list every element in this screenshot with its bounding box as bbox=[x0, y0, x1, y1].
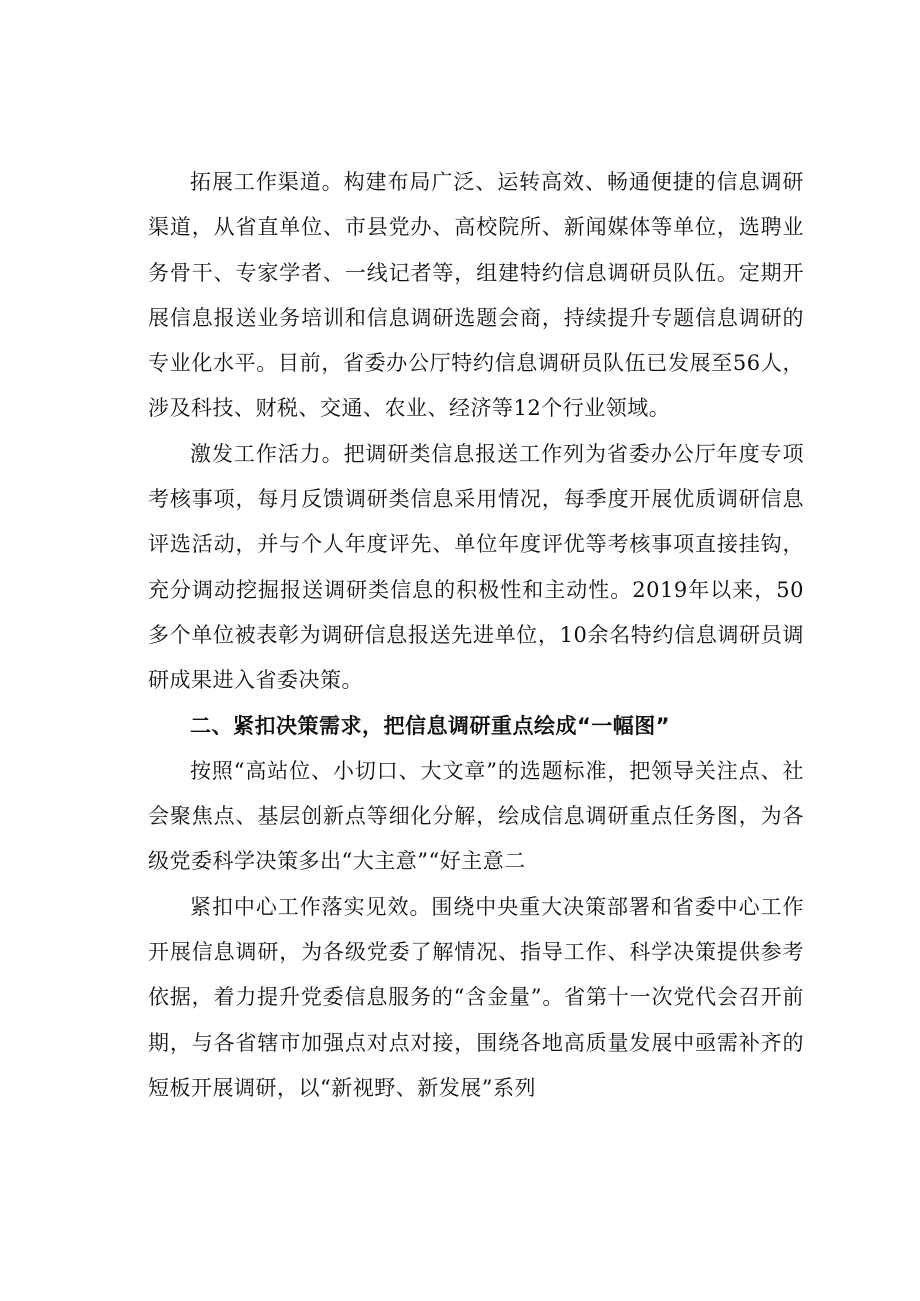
paragraph-expand-channels: 拓展工作渠道。构建布局广泛、运转高效、畅通便捷的信息调研渠道，从省直单位、市县党办、高校院所、新闻媒体等单位，选聘业务骨干、专家学者、一线记者等，组建特约信息调研员队伍。定期开展信息报送业务培训和信息调研选题会商，持续提升专题信息调研的专业化水平。目前，省委办公厅特约信息调研员队伍已发展至56人，涉及科技、财税、交通、农业、经济等12个行业领域。 bbox=[148, 170, 804, 421]
paragraph-stimulate-vitality: 激发工作活力。把调研类信息报送工作列为省委办公厅年度专项考核事项，每月反馈调研类信息采用情况，每季度开展优质调研信息评选活动，并与个人年度评先、单位年度评优等考核事项直接挂钩，充分调动挖掘报送调研类信息的积极性和主动性。2019年以来，50多个单位被表彰为调研信息报送先进单位，10余名特约信息调研员调研成果进入省委决策。 bbox=[148, 441, 804, 693]
section-heading: 二、紧扣决策需求，把信息调研重点绘成“一幅图” bbox=[190, 713, 671, 738]
document-body bbox=[148, 160, 804, 1111]
paragraph-central-work: 紧扣中心工作落实见效。围绕中央重大决策部署和省委中心工作开展信息调研，为各级党委了解情况、指导工作、科学决策提供参考依据，着力提升党委信息服务的“含金量”。省第十一次党代会召开前期，与各省辖市加强点对点对接，围绕各地高质量发展中亟需补齐的短板开展调研，以“新视野、新发展”系列 bbox=[148, 894, 804, 1100]
paragraph-topic-standard: 按照“高站位、小切口、大文章”的选题标准，把领导关注点、社会聚焦点、基层创新点等细化分解，绘成信息调研重点任务图，为各级党委科学决策多出“大主意”“好主意二 bbox=[148, 758, 804, 874]
